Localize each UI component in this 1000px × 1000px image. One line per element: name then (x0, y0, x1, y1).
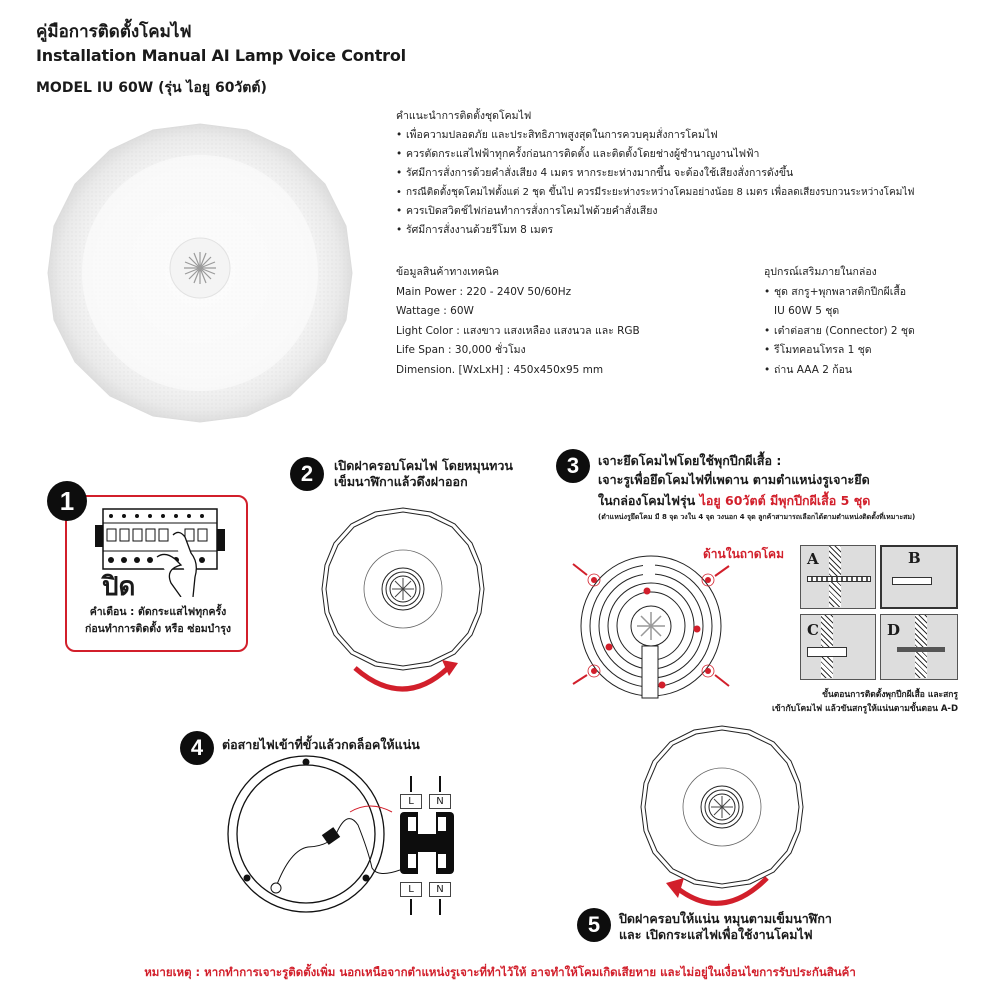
step2-line2: เข็มนาฬิกาแล้วดึงฝาออก (334, 474, 468, 489)
step2-lamp-cover-diagram (318, 500, 488, 695)
step3-line2: เจาะรูเพื่อยึดโคมไฟที่เพดาน ตามตำแหน่งรูเจาะยึด (598, 472, 870, 487)
arrow-up-icon (410, 899, 412, 915)
inner-tray-label: ด้านในถาดโคม (703, 547, 784, 561)
step4-instruction: ต่อสายไฟเข้าที่ขั้วแล้วกดล็อคให้แน่น (222, 737, 420, 752)
panel-letter-b: B (908, 549, 921, 567)
arrow-down-icon (439, 776, 441, 792)
mounting-hole-outer (705, 668, 711, 674)
step3-line3-prefix: ในกล่องโคมไฟรุ่น (598, 493, 700, 508)
step4-wiring-diagram (220, 750, 400, 920)
step1-warning-line1: คำเตือน : ตัดกระแสไฟทุกครั้ง (89, 606, 227, 618)
guidance-item: • ควรเปิดสวิตช์ไฟก่อนทำการสั่งการโคมไฟด้วยคำสั่งเสียง (396, 202, 986, 221)
step3-instruction (598, 451, 870, 489)
step1-warning (68, 604, 248, 638)
panel-letter-a: A (807, 550, 819, 568)
spec-row: Life Span : 30,000 ชั่วโมง (396, 344, 526, 356)
anchor-steps-caption (730, 688, 958, 716)
anchor-caption-line2: เข้ากับโคมไฟ แล้วขันสกรูให้แน่นตามขั้นตอน A-D (771, 704, 958, 714)
guidance-item: • รัศมีการสั่งการด้วยคำสั่งเสียง 4 เมตร หากระยะห่างมากขึ้น จะต้องใช้เสียงสั่งการดังขึ้น (396, 164, 986, 183)
step1-number-badge: 1 (47, 481, 87, 521)
step5-number-badge: 5 (577, 908, 611, 942)
mounting-hole-inner (694, 626, 701, 633)
step2-instruction (334, 458, 513, 490)
guidance-heading: คำแนะนำการติดตั้งชุดโคมไฟ (396, 110, 532, 122)
mounting-hole-outer (705, 577, 711, 583)
terminal-label-live-bottom: L (400, 882, 422, 897)
guidance-list (396, 126, 986, 240)
anchor-step-b-panel (880, 545, 958, 609)
step1-warning-line2: ก่อนทำการติดตั้ง หรือ ซ่อมบำรุง (85, 623, 231, 635)
specs-heading: ข้อมูลสินค้าทางเทคนิค (396, 266, 500, 278)
mounting-hole-outer (591, 577, 597, 583)
panel-letter-d: D (887, 621, 901, 639)
rotate-counterclockwise-arrow (355, 668, 448, 689)
terminal-label-neutral-top: N (429, 794, 451, 809)
step2-number-badge: 2 (290, 457, 324, 491)
mounting-hole-inner (606, 644, 613, 651)
accessory-item-text: ชุด สกรู+พุกพลาสติกปีกผีเสื้อ (774, 285, 907, 298)
step5-line1: ปิดฝาครอบให้แน่น หมุนตามเข็มนาฬิกา (619, 911, 832, 926)
spec-row: Main Power : 220 - 240V 50/60Hz (396, 285, 572, 298)
spec-row: Light Color : แสงขาว แสงเหลือง แสงนวล และ RGB (396, 324, 640, 337)
accessory-item-text-cont: IU 60W 5 ชุด (774, 305, 840, 317)
accessory-item: • ถ่าน AAA 2 ก้อน (764, 361, 984, 381)
step3-number-badge: 3 (556, 449, 590, 483)
step5-instruction (619, 911, 832, 943)
technical-specs (396, 263, 736, 380)
mounting-hole-outer (591, 668, 597, 674)
spec-row: Wattage : 60W (396, 305, 474, 317)
terminal-label-neutral-bottom: N (429, 882, 451, 897)
installation-guidance (396, 107, 986, 240)
anchor-caption-line1: ขั้นตอนการติดตั้งพุกปีกผีเสื้อ และสกรู (822, 690, 958, 700)
guidance-item: • ควรตัดกระแสไฟฟ้าทุกครั้งก่อนการติดตั้ง และติดตั้งโดยช่างผู้ชำนาญงานไฟฟ้า (396, 145, 986, 164)
lamp-product-image (42, 118, 358, 428)
accessory-item (764, 283, 984, 322)
page-title-thai: คู่มือการติดตั้งโคมไฟ (36, 22, 192, 42)
accessories-heading: อุปกรณ์เสริมภายในกล่อง (764, 266, 877, 278)
anchor-step-c-panel (800, 614, 876, 680)
panel-letter-c: C (807, 621, 819, 639)
mounting-hole-inner (659, 682, 666, 689)
guidance-item: • เพื่อความปลอดภัย และประสิทธิภาพสูงสุดในการควบคุมสั่งการโคมไฟ (396, 126, 986, 145)
step3-mounting-holes-diagram (565, 550, 735, 700)
model-label: MODEL IU 60W (รุ่น ไอยู 60วัตต์) (36, 80, 267, 96)
arrow-down-icon (410, 776, 412, 792)
off-label: ปิด (102, 572, 136, 602)
step3-line3 (598, 491, 870, 511)
arrow-up-icon (439, 899, 441, 915)
accessory-item: • เต๋าต่อสาย (Connector) 2 ชุด (764, 322, 984, 342)
guidance-item: • กรณีติดตั้งชุดโคมไฟตั้งแต่ 2 ชุด ขึ้นไป ควรมีระยะห่างระหว่างโคมอย่างน้อย 8 เมตร เพื่อลดเสียงรบกวนระหว่างโคมไฟ (396, 183, 986, 202)
step3-note: (ตำแหน่งรูยึดโคม มี 8 จุด วงใน 4 จุด วงนอก 4 จุด ลูกค้าสามารถเลือกได้ตามตำแหน่งติดตั้งที่เหมาะสม) (598, 513, 916, 521)
step3-line1: เจาะยึดโคมไฟโดยใช้พุกปีกผีเสื้อ : (598, 453, 782, 468)
box-accessories (764, 263, 984, 380)
accessory-item: • รีโมทคอนโทรล 1 ชุด (764, 341, 984, 361)
terminal-label-live-top: L (400, 794, 422, 809)
guidance-item: • รัศมีการสั่งงานด้วยรีโมท 8 เมตร (396, 221, 986, 240)
step2-line1: เปิดฝาครอบโคมไฟ โดยหมุนทวน (334, 458, 513, 473)
anchor-step-d-panel (880, 614, 958, 680)
page-title-english: Installation Manual AI Lamp Voice Control (36, 46, 406, 65)
terminal-connector-block (400, 812, 454, 874)
mounting-hole-inner (644, 588, 651, 595)
accessories-list (764, 283, 984, 381)
spec-row: Dimension. [WxLxH] : 450x450x95 mm (396, 363, 604, 376)
step5-lamp-cover-diagram (632, 718, 812, 908)
step5-line2: และ เปิดกระแสไฟเพื่อใช้งานโคมไฟ (619, 927, 813, 942)
step4-number-badge: 4 (180, 731, 214, 765)
anchor-step-a-panel (800, 545, 876, 609)
warranty-note: หมายเหตุ : หากทำการเจาะรูติดตั้งเพิ่ม นอกเหนือจากตำแหน่งรูเจาะที่ทำไว้ให้ อาจทำให้โคมเกิดเสียหาย และไม่อยู่ในเงื่อนไขการรับประกันสินค้า (144, 965, 856, 979)
step3-anchor-count: ไอยู 60วัตต์ มีพุกปีกผีเสื้อ 5 ชุด (699, 493, 871, 508)
